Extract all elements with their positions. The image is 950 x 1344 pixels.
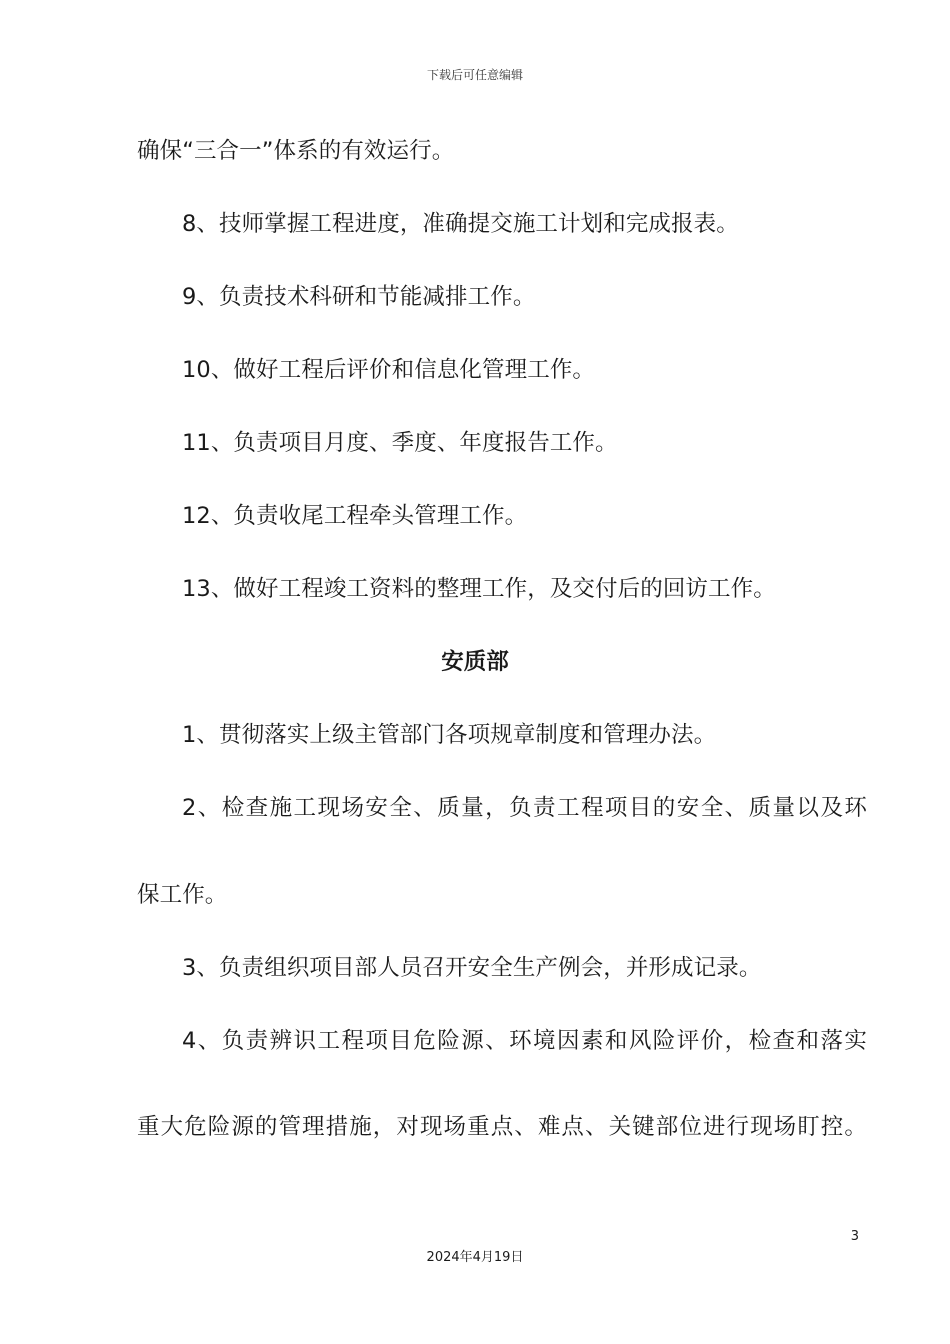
page-number: 3: [850, 1229, 859, 1244]
body-line-item-8: 8、技师掌握工程进度，准确提交施工计划和完成报表。: [182, 211, 739, 237]
section-line-item-2: 2、检查施工现场安全、质量，负责工程项目的安全、质量以及环: [182, 795, 867, 821]
body-line-item-13: 13、做好工程竣工资料的整理工作，及交付后的回访工作。: [182, 576, 776, 602]
section-title: 安质部: [441, 649, 509, 675]
section-line-item-1: 1、贯彻落实上级主管部门各项规章制度和管理办法。: [182, 722, 717, 748]
section-line-item-4-cont: 重大危险源的管理措施，对现场重点、难点、关键部位进行现场盯控。: [137, 1114, 867, 1140]
footer-date: 2024年4月19日: [426, 1250, 524, 1265]
section-line-item-2-cont: 保工作。: [137, 882, 228, 908]
body-line-item-11: 11、负责项目月度、季度、年度报告工作。: [182, 430, 618, 456]
section-line-item-4: 4、负责辨识工程项目危险源、环境因素和风险评价，检查和落实: [182, 1028, 867, 1054]
section-line-item-3: 3、负责组织项目部人员召开安全生产例会，并形成记录。: [182, 955, 762, 981]
body-line-continuation: 确保“三合一”体系的有效运行。: [137, 138, 455, 164]
header-note: 下载后可任意编辑: [426, 68, 523, 82]
body-line-item-12: 12、负责收尾工程牵头管理工作。: [182, 503, 528, 529]
body-line-item-9: 9、负责技术科研和节能减排工作。: [182, 284, 536, 310]
body-line-item-10: 10、做好工程后评价和信息化管理工作。: [182, 357, 596, 383]
